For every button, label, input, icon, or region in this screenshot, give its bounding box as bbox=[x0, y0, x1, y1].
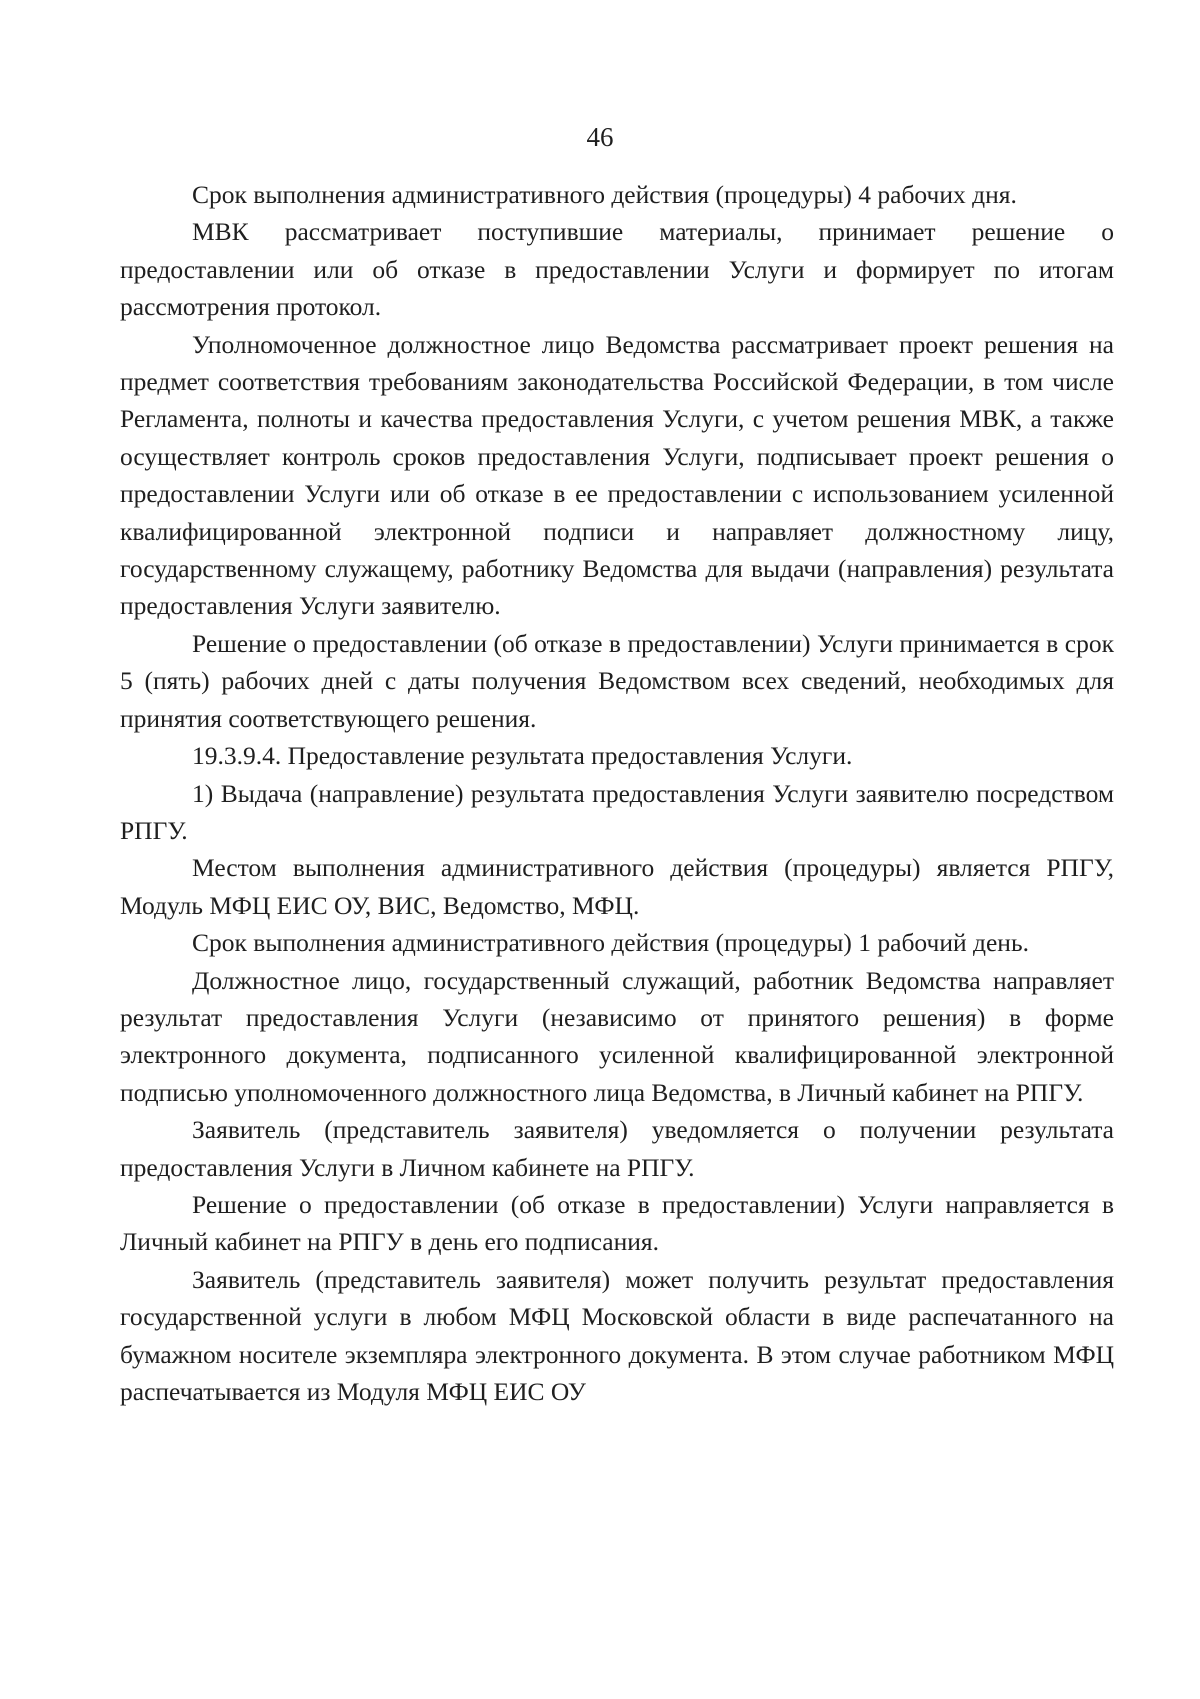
paragraph-mfc-printout: Заявитель (представитель заявителя) может получить результат предоставления государственной услуги в любом МФЦ Московской области в виде распечатанного на бумажном носителе экземпляра электронного документа. В этом случае работником МФЦ распечатывается из Модуля МФЦ ЕИС ОУ bbox=[120, 1264, 1114, 1406]
paragraph-applicant-notification: Заявитель (представитель заявителя) уведомляется о получении результата предоставления Услуги в Личном кабинете на РПГУ. bbox=[120, 1115, 1114, 1182]
paragraph-decision-delivery: Решение о предоставлении (об отказе в предоставлении) Услуги направляется в Личный кабинет на РПГУ в день его подписания. bbox=[120, 1189, 1114, 1257]
document-body bbox=[120, 176, 1114, 1410]
paragraph-procedure-place: Местом выполнения административного действия (процедуры) является РПГУ, Модуль МФЦ ЕИС ОУ, ВИС, Ведомство, МФЦ. bbox=[120, 853, 1114, 920]
paragraph-list-item-1: 1) Выдача (направление) результата предоставления Услуги заявителю посредством РПГУ. bbox=[120, 778, 1114, 845]
paragraph-authorized-official: Уполномоченное должностное лицо Ведомства рассматривает проект решения на предмет соответствия требованиям законодательства Российской Федерации, в том числе Регламента, полноты и качества предоставления Услуги, с учетом решения МВК, а также осуществляет контроль сроков предоставления Услуги, подписывает проект решения о предоставлении Услуги или об отказе в ее предоставлении с использованием усиленной квалифицированной электронной подписи и направляет должностному лицу, государственному служащему, работнику Ведомства для выдачи (направления) результата предоставления Услуги заявителю. bbox=[120, 329, 1114, 621]
paragraph-decision-term: Решение о предоставлении (об отказе в предоставлении) Услуги принимается в срок 5 (пять) рабочих дней с даты получения Ведомством всех сведений, необходимых для принятия соответствующего решения. bbox=[120, 628, 1114, 733]
paragraph-result-sending: Должностное лицо, государственный служащий, работник Ведомства направляет результат предоставления Услуги (независимо от принятого решения) в форме электронного документа, подписанного усиленной квалифицированной электронной подписью уполномоченного должностного лица Ведомства, в Личный кабинет на РПГУ. bbox=[120, 965, 1114, 1107]
section-heading-19-3-9-4: 19.3.9.4. Предоставление результата предоставления Услуги. bbox=[192, 741, 853, 771]
paragraph-procedure-term-1-day: Срок выполнения административного действия (процедуры) 1 рабочий день. bbox=[192, 928, 1029, 958]
paragraph-mvk-review: МВК рассматривает поступившие материалы, принимает решение о предоставлении или об отказе в предоставлении Услуги и формирует по итогам рассмотрения протокол. bbox=[120, 217, 1114, 322]
page-number: 46 bbox=[586, 122, 614, 152]
paragraph-procedure-term: Срок выполнения административного действия (процедуры) 4 рабочих дня. bbox=[192, 180, 1017, 209]
